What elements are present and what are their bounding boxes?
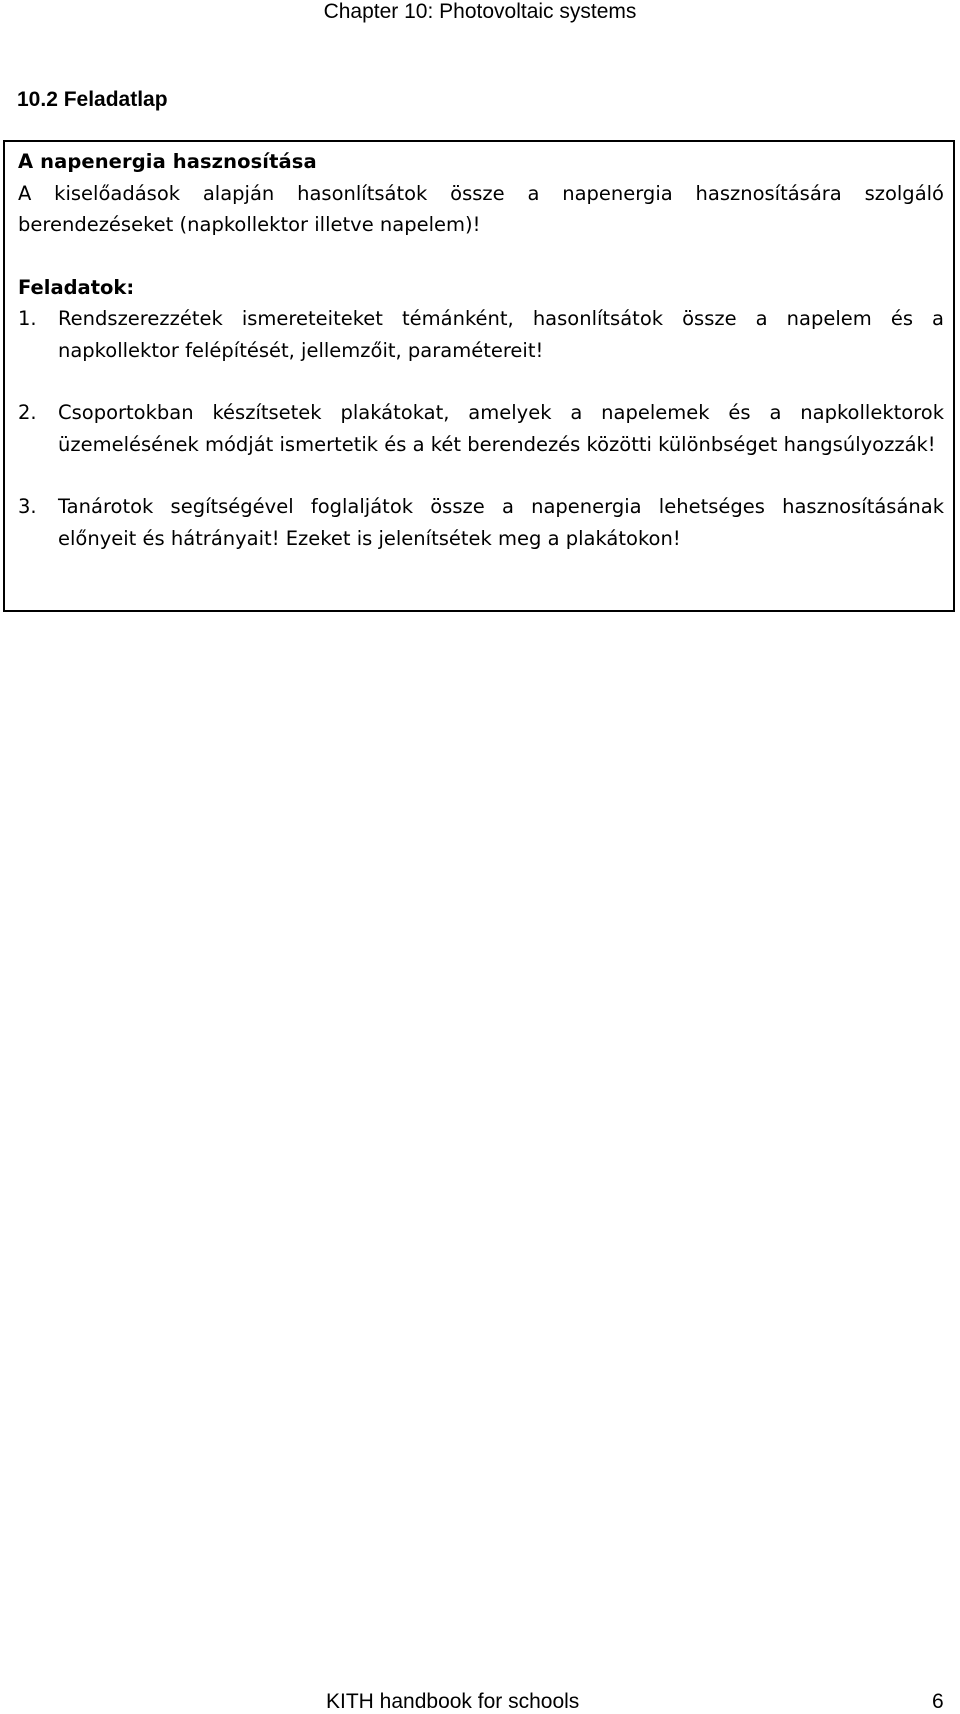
task-item — [18, 491, 944, 554]
tasks-heading: Feladatok: — [18, 275, 135, 299]
task-item — [18, 397, 944, 460]
task-text: Rendszerezzétek ismereteiteket témánként, hasonlítsátok össze a napelem és a napkollektor felépítését, jellemzőit, paramétereit! — [58, 307, 944, 362]
intro-text: A kiselőadások alapján hasonlítsátok össze a napenergia hasznosítására szolgáló berendezéseket (napkollektor illetve napelem)! — [18, 181, 944, 236]
page-number: 6 — [932, 1690, 944, 1713]
footer-title: KITH handbook for schools — [326, 1690, 580, 1713]
task-box-content — [18, 146, 944, 554]
running-header — [0, 0, 960, 24]
task-number: 3. — [18, 495, 37, 518]
section-title: 10.2 Feladatlap — [17, 88, 168, 111]
chapter-title: Chapter 10: Photovoltaic systems — [323, 0, 637, 23]
task-text: Tanárotok segítségével foglaljátok össze a napenergia lehetséges hasznosításának előnyeit és hátrányait! Ezeket is jelenítsétek meg a plakátokon! — [58, 495, 944, 550]
task-box — [3, 140, 955, 612]
task-text: Csoportokban készítsetek plakátokat, amelyek a napelemek és a napkollektorok üzemelésének módját ismertetik és a két berendezés közötti különbséget hangsúlyozzák! — [58, 401, 944, 456]
task-number: 1. — [18, 307, 37, 330]
box-title: A napenergia hasznosítása — [18, 150, 317, 173]
task-item — [18, 303, 944, 366]
task-number: 2. — [18, 401, 37, 424]
